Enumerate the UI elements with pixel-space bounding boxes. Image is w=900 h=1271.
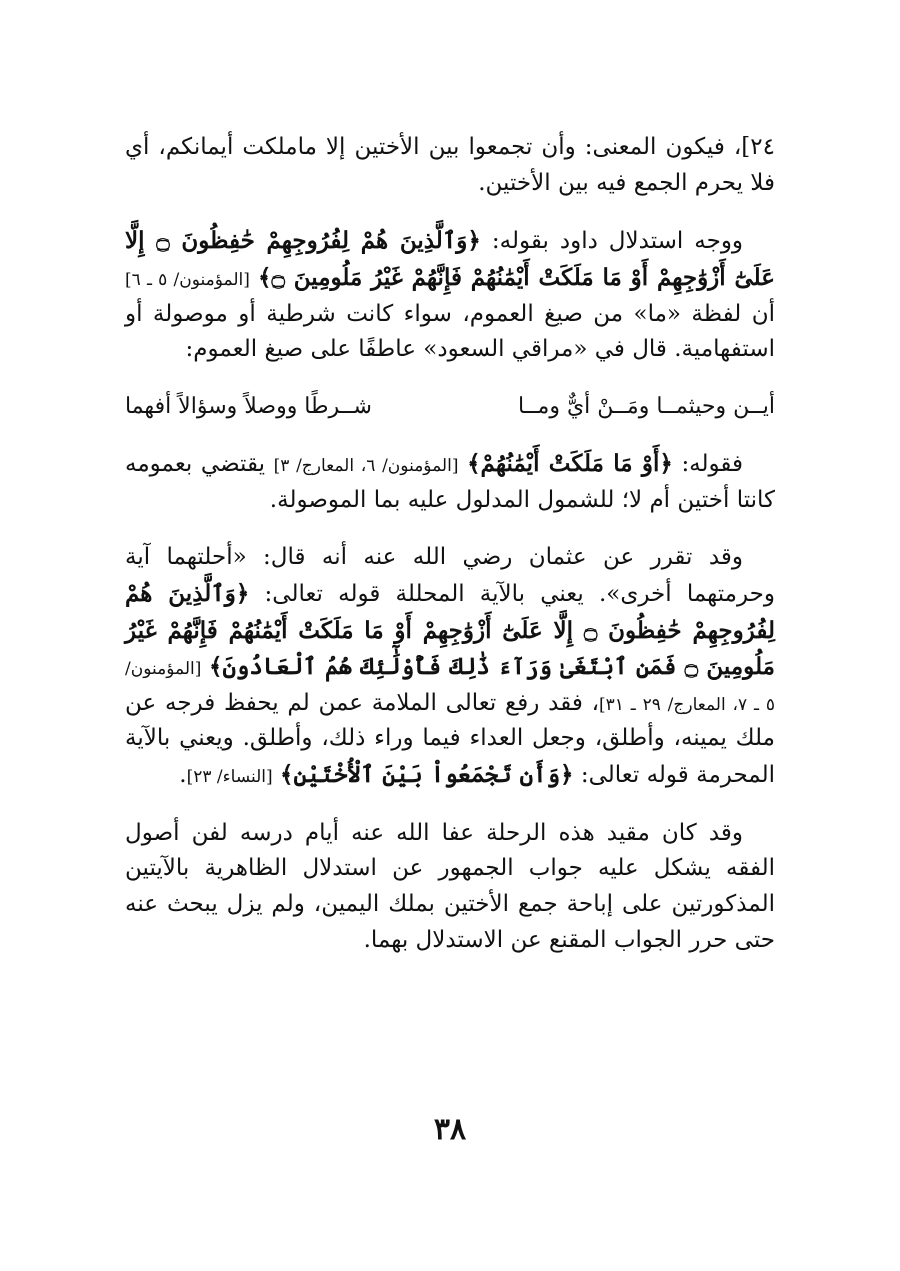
paragraph-4-end: . (179, 762, 187, 789)
quran-verse-muminun-5-6: ﴿وَٱلَّذِينَ هُمْ لِفُرُوجِهِمْ حَٰفِظُونَ ۝ إِلَّا عَلَىٰٓ أَزْوَٰجِهِمْ أَوْ مَا مَلَكَتْ أَيْمَٰنُهُمْ فَإِنَّهُمْ غَيْرُ مَلُومِينَ ۝﴾ (125, 227, 775, 291)
paragraph-4 (125, 540, 775, 793)
quran-verse-nisa-23: ﴿وَأَن تَجْمَعُواْ بَيْنَ ٱلْأُخْتَيْنِ﴾ (279, 761, 574, 789)
paragraph-4-middle: ، فقد رفع تعالى الملامة عمن لم يحفظ فرجه عن ملك يمينه، وأطلق، وجعل العداء فيما وراء ذلك، وأطلق. ويعني بالآية المحرمة قوله تعالى: (125, 689, 775, 789)
paragraph-2-rest: أن لفظة «ما» من صيغ العموم، سواء كانت شرطية أو موصولة أو استفهامية. قال في «مراقي السعود» عاطفًا على صيغ العموم: (125, 300, 775, 363)
paragraph-4-intro: وقد تقرر عن عثمان رضي الله عنه أنه قال: «أحلتهما آية وحرمتهما أخرى». يعني بالآية المحللة قوله تعالى: (125, 544, 775, 607)
paragraph-3-rest: يقتضي بعمومه كانتا أختين أم لا؛ للشمول المدلول عليه بما الموصولة. (125, 450, 775, 513)
verse-reference: [المؤمنون/ ٥ ـ ٦] (125, 269, 250, 290)
poetry-verse (125, 390, 775, 424)
paragraph-5 (125, 816, 775, 959)
verse-first-hemistich: أيــن وحيثمــا ومَــنْ أيٌّ ومــا (517, 393, 775, 419)
verse-reference: [المؤمنون/ ٥ ـ ٧، المعارج/ ٢٩ ـ ٣١] (125, 659, 775, 715)
page-body (125, 130, 775, 980)
paragraph-2-intro: ووجه استدلال داود بقوله: (491, 228, 744, 255)
paragraph-1-text: ٢٤]، فيكون المعنى: وأن تجمعوا بين الأختين إلا ماملكت أيمانكم، أي فلا يحرم الجمع فيه بين الأختين. (125, 134, 775, 196)
verse-reference: [النساء/ ٢٣] (186, 767, 273, 788)
page-number: ٣٨ (433, 1112, 467, 1147)
paragraph-5-text: وقد كان مقيد هذه الرحلة عفا الله عنه أيام درسه لفن أصول الفقه يشكل عليه جواب الجمهور عن استدلال الظاهرية بالآيتين المذكورتين على إباحة جمع الأختين بملك اليمين، ولم يزل يبحث عنه حتى حرر الجواب المقنع عن الاستدلال بهما. (125, 819, 775, 953)
quran-verse-muminun-5-7: ﴿وَٱلَّذِينَ هُمْ لِفُرُوجِهِمْ حَٰفِظُونَ ۝ إِلَّا عَلَىٰٓ أَزْوَٰجِهِمْ أَوْ مَا مَلَكَتْ أَيْمَٰنُهُمْ فَإِنَّهُمْ غَيْرُ مَلُومِينَ ۝ فَمَنِ ٱبْتَغَىٰ وَرَآءَ ذَٰلِكَ فَأُوْلَٰٓئِكَ هُمُ ٱلْعَادُونَ﴾ (125, 579, 776, 681)
verse-reference: [المؤمنون/ ٦، المعارج/ ٣] (273, 455, 459, 476)
paragraph-1 (125, 130, 775, 201)
paragraph-3-intro: فقوله: (681, 450, 744, 477)
verse-second-hemistich: شــرطًا ووصلاً وسؤالاً أفهما (125, 393, 372, 419)
paragraph-3 (125, 446, 775, 518)
quran-verse-muminun-6: ﴿أَوْ مَا مَلَكَتْ أَيْمَٰنُهُمْ﴾ (467, 449, 673, 477)
paragraph-2 (125, 223, 775, 368)
